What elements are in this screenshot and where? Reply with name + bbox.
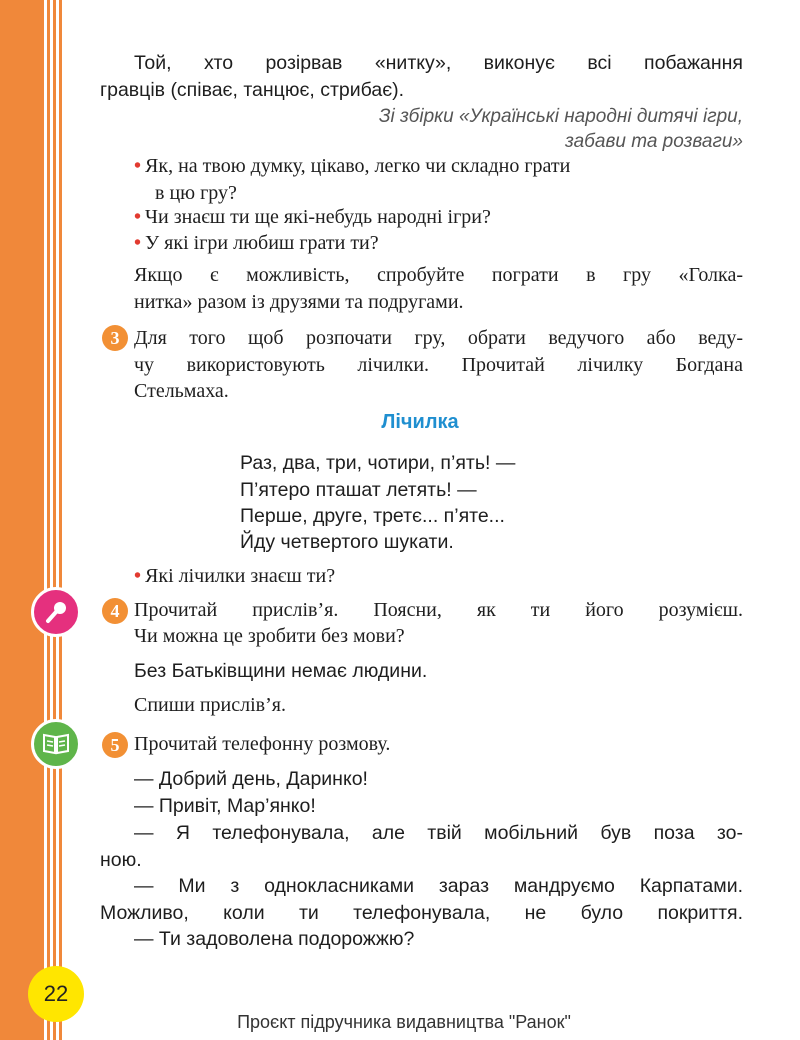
dialogue-line: — Ми з однокласниками зараз мандруємо Карпатами. [134, 875, 743, 897]
suggestion-line: Якщо є можливість, спробуйте пограти в гру «Голка- [134, 264, 743, 286]
proverb: Без Батьківщини немає людини. [134, 660, 428, 682]
task-text: Стельмаха. [134, 380, 229, 402]
question-item: • Як, на твою думку, цікаво, легко чи складно грати [134, 155, 571, 177]
question-text: Чи знаєш ти ще які-небудь народні ігри? [145, 206, 491, 228]
intro-line: гравців (співає, танцює, стрибає). [100, 79, 405, 101]
footer-credit [0, 1012, 800, 1033]
task-text: Чи можна це зробити без мови? [134, 625, 405, 647]
margin-stripe [59, 0, 62, 1040]
task-number-badge: 5 [102, 732, 128, 758]
question-item: • У які ігри любиш грати ти? [134, 232, 379, 254]
task-text: Прочитай телефонну розмову. [134, 733, 391, 755]
question-text: Які лічилки знаєш ти? [145, 565, 336, 587]
task-text: чу використовують лічилки. Прочитай лічилку Богдана [134, 354, 743, 376]
task-instruction: Спиши прислів’я. [134, 694, 286, 716]
dialogue-line: — Я телефонувала, але твій мобільний був поза зо- [134, 822, 743, 844]
dialogue-line: — Привіт, Мар’янко! [134, 795, 316, 817]
dialogue-line: Можливо, коли ти телефонувала, не було покриття. [100, 902, 743, 924]
question-text-cont: в цю гру? [155, 182, 237, 204]
margin-stripe [47, 0, 50, 1040]
footer-text: Проєкт підручника видавництва "Ранок" [237, 1012, 571, 1032]
question-text: У які ігри любиш грати ти? [145, 232, 379, 254]
poem-line: Перше, друге, третє... п’яте... [240, 505, 505, 527]
page-number: 22 [28, 966, 84, 1022]
task-number-badge: 3 [102, 325, 128, 351]
poem-line: Раз, два, три, чотири, п’ять! — [240, 452, 516, 474]
dialogue-line: — Добрий день, Даринко! [134, 768, 368, 790]
margin-stripe [53, 0, 56, 1040]
microphone-icon [31, 587, 81, 637]
dialogue-line: ною. [100, 849, 142, 871]
question-text: Як, на твою думку, цікаво, легко чи складно грати [145, 155, 571, 177]
intro-line: Той, хто розірвав «нитку», виконує всі побажання [134, 52, 743, 74]
orange-margin-band [0, 0, 44, 1040]
dialogue-line: — Ти задоволена подорожжю? [134, 928, 415, 950]
page-margin-decoration [0, 0, 66, 1040]
suggestion-line: нитка» разом із друзями та подругами. [134, 291, 464, 313]
poem-line: П’ятеро пташат летять! — [240, 479, 477, 501]
source-line: забави та розваги» [565, 131, 743, 152]
question-item: • Які лічилки знаєш ти? [134, 565, 336, 587]
question-item: • Чи знаєш ти ще які-небудь народні ігри? [134, 206, 491, 228]
source-line: Зі збірки «Українські народні дитячі ігри, [378, 106, 743, 127]
poem-title: Лічилка [381, 411, 459, 433]
book-icon [31, 719, 81, 769]
poem-line: Йду четвертого шукати. [240, 531, 454, 553]
task-number-badge: 4 [102, 598, 128, 624]
task-text: Для того щоб розпочати гру, обрати ведучого або веду- [134, 327, 743, 349]
task-text: Прочитай прислів’я. Поясни, як ти його розумієш. [134, 599, 743, 621]
